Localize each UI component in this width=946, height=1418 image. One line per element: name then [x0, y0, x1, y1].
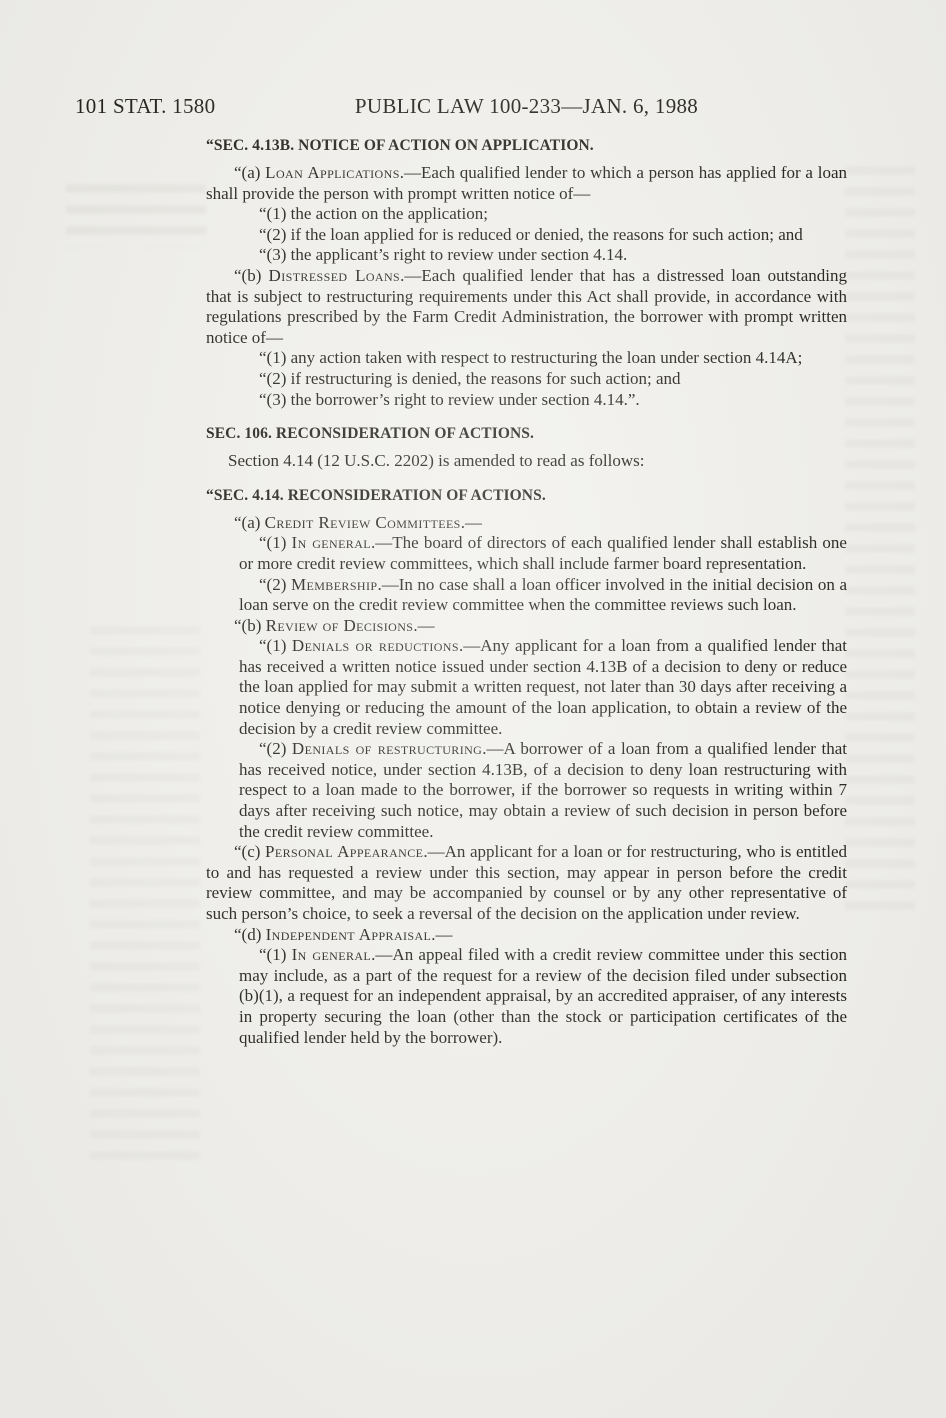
text-run: “(b)	[234, 265, 269, 285]
text-run: “(b)	[234, 615, 266, 635]
smallcaps-run: Membership	[290, 574, 378, 594]
document-body	[206, 136, 847, 1048]
doc-block-sub	[239, 204, 847, 225]
text-run: “(c)	[234, 842, 266, 862]
smallcaps-run: Denials or reductions	[291, 636, 459, 656]
doc-block-sub	[239, 739, 847, 842]
smallcaps-run: Independent Appraisal	[265, 924, 432, 944]
doc-block-sub	[239, 390, 847, 411]
doc-block-sub	[239, 636, 847, 739]
text-run: Section 4.14 (12 U.S.C. 2202) is amended to read as follows:	[228, 451, 645, 471]
text-run: .—Each qualified lender that has a distressed loan outstanding that is subject to restructuring requirements under this Act shall provide, in accordance with regulations prescribed by the Farm Credit Administration, the borrower with prompt written notice of—	[206, 265, 847, 347]
doc-block-para	[206, 266, 847, 348]
text-run: .—The board of directors of each qualified lender shall establish one or more credit review committees, which shall include farmer board representation.	[239, 533, 847, 573]
page-header	[0, 94, 946, 124]
text-run: “(1) any action taken with respect to restructuring the loan under section 4.14A;	[259, 348, 803, 368]
text-run: “SEC. 4.13B. NOTICE OF ACTION ON APPLICATION.	[206, 137, 594, 154]
text-run: .—	[460, 512, 483, 532]
doc-block-para	[206, 925, 847, 946]
smallcaps-run: Loan Applications	[265, 163, 400, 182]
text-run: “(2) if restructuring is denied, the reasons for such action; and	[259, 368, 681, 388]
text-run: “(3) the applicant’s right to review under section 4.14.	[259, 245, 628, 265]
text-run: .—Each qualified lender to which a person has applied for a loan shall provide the person with prompt written notice of—	[206, 163, 847, 203]
text-run: SEC. 106. RECONSIDERATION OF ACTIONS.	[206, 425, 534, 443]
bleedthrough-artifact	[66, 178, 206, 248]
smallcaps-run: Distressed Loans	[268, 265, 401, 285]
doc-block-sub	[239, 245, 847, 266]
doc-block-sub	[239, 575, 847, 616]
doc-block-act-heading	[206, 136, 847, 155]
smallcaps-run: Personal Appearance	[265, 842, 424, 862]
stat-page-number: 101 STAT. 1580	[75, 94, 216, 118]
doc-block-act-heading	[206, 486, 847, 505]
doc-block-sub	[239, 369, 847, 390]
doc-block-para	[206, 616, 847, 637]
text-run: .—Any applicant for a loan from a qualified lender that has received a written notice issued under section 4.13B of a decision to deny or reduce the loan applied for may submit a written request, not later than 30 days after receiving a notice denying or reducing the amount of the loan application, to obtain a review of the decision by a credit review committee.	[239, 636, 848, 738]
doc-block-law-heading	[206, 424, 847, 443]
text-run: “(a)	[234, 163, 266, 182]
smallcaps-run: Credit Review Committees	[264, 512, 461, 532]
doc-block-sub	[239, 225, 847, 246]
doc-block-sub	[239, 533, 847, 574]
doc-block-para	[206, 163, 847, 204]
text-run: “(2)	[259, 739, 292, 759]
text-run: .—	[431, 924, 453, 944]
bleedthrough-artifact	[90, 620, 200, 1160]
text-run: “(2)	[259, 574, 291, 594]
text-run: “(d)	[234, 924, 266, 944]
text-run: .—	[413, 615, 435, 635]
bleedthrough-artifact	[845, 160, 915, 920]
doc-block-sub	[239, 945, 847, 1048]
smallcaps-run: Review of Decisions	[265, 615, 414, 635]
text-run: “(1)	[259, 533, 292, 553]
text-run: .—A borrower of a loan from a qualified lender that has received notice, under section 4.13B, of a decision to deny loan restructuring with respect to a loan made to the borrower, if the borrower so requests in writing within 7 days after receiving such notice, may obtain a review of such decision in person before the credit review committee.	[239, 739, 847, 841]
text-run: .—An applicant for a loan or for restructuring, who is entitled to and has requested a review under this section, may appear in person before the credit review committee, and may be accompanied by counsel or by any other representative of such person’s choice, to seek a reversal of the decision on the application under review.	[206, 842, 847, 923]
text-run: “(1) the action on the application;	[259, 204, 488, 224]
law-title-header: PUBLIC LAW 100-233—JAN. 6, 1988	[354, 94, 699, 118]
smallcaps-run: In general	[291, 533, 372, 553]
text-run: .—In no case shall a loan officer involved in the initial decision on a loan serve on the credit review committee when the committee reviews such loan.	[239, 574, 848, 615]
text-run: “(1)	[259, 636, 292, 656]
smallcaps-run: Denials of restructuring	[291, 739, 483, 759]
smallcaps-run: In general	[291, 945, 372, 965]
text-run: “(a)	[234, 512, 265, 532]
doc-block-para	[206, 513, 847, 534]
text-run: .—An appeal filed with a credit review committee under this section may include, as a part of the request for a review of the decision filed under subsection (b)(1), a request for an independent appraisal, by an accredited appraiser, of any interests in property securing the loan (other than the stock or participation certificates of the qualified lender held by the borrower).	[239, 945, 847, 1047]
text-run: “SEC. 4.14. RECONSIDERATION OF ACTIONS.	[206, 486, 546, 504]
text-run: “(2) if the loan applied for is reduced or denied, the reasons for such action; and	[259, 224, 803, 244]
text-run: “(3) the borrower’s right to review under section 4.14.”.	[259, 389, 640, 409]
doc-block-sub	[239, 348, 847, 369]
doc-block-intro	[206, 451, 847, 472]
doc-block-para	[206, 842, 847, 924]
text-run: “(1)	[259, 945, 292, 965]
